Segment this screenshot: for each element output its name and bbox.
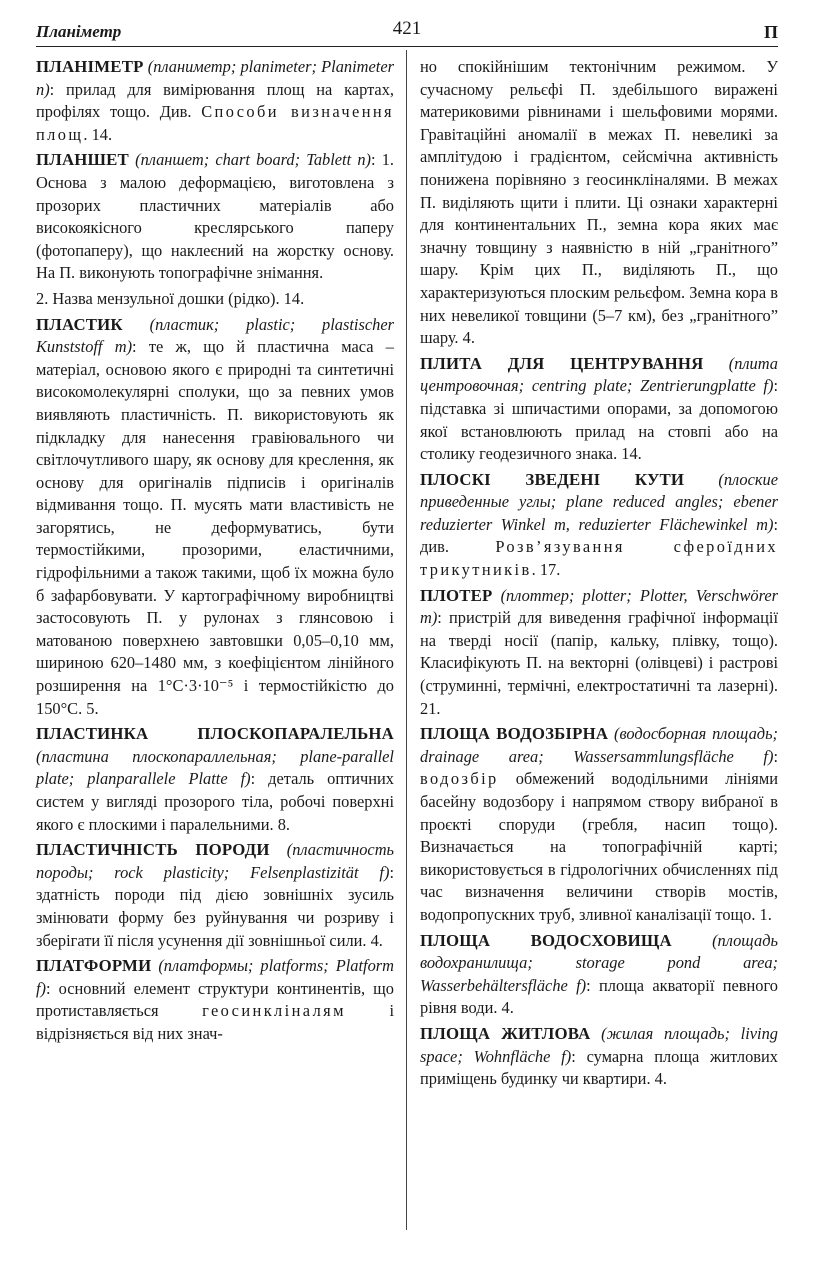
left-column [36, 56, 394, 1049]
entry-term: ПЛОТЕР [420, 585, 493, 605]
entry-equivalents: (площадь водохранилища; storage pond area; Wasserbehältersfläche f) [420, 930, 778, 995]
entry-term: ПЛАСТИК [36, 314, 123, 334]
entry-definition: : сумарна площа житлових приміщень будинку чи квартири. 4. [420, 1046, 778, 1089]
dictionary-entry [420, 353, 778, 466]
entry-equivalents: (платформы; platforms; Platform f) [36, 956, 394, 998]
header-rule [36, 46, 778, 47]
entry-definition: : підставка зі шпичастими опорами, за допомогою якої встановлюють прилад на стовпі або на столику геодезичного знака. 14. [420, 376, 778, 464]
entry-equivalents: (планшет; chart board; Tablett n) [135, 150, 371, 170]
page-header [36, 14, 778, 44]
entry-equivalents: (пластичность породы; rock plasticity; Felsenplastizität f) [36, 840, 394, 882]
dictionary-entry [420, 585, 778, 721]
entry-continuation [36, 288, 394, 311]
entry-definition-tail: . 17. [531, 560, 561, 580]
right-column [420, 56, 778, 1094]
dictionary-entry [420, 723, 778, 926]
entry-equivalents: (жилая площадь; living space; Wohnfläche f) [420, 1023, 778, 1066]
entry-term: ПЛАТФОРМИ [36, 956, 152, 976]
entry-equivalents: (плоттер; plotter; Plotter, Verschwörer m) [420, 585, 778, 628]
entry-term: ПЛАСТИНКА ПЛОСКОПАРАЛЕЛЬНА [36, 724, 394, 744]
entry-definition: : здатність породи під дією зовнішніх зусиль змінювати форму без руйнування чи розриву і зберігати її після усунення дії зовнішньої сили. 4. [36, 862, 394, 950]
entry-definition: : див. [420, 514, 778, 557]
entry-equivalents: (плоские приведенные углы; plane reduced angles; ebener reduzierter Winkel m, reduzierter Flächewinkel m) [420, 469, 778, 534]
entry-term: ПЛИТА ДЛЯ ЦЕНТРУВАННЯ [420, 353, 704, 373]
entry-term: ПЛАСТИЧНІСТЬ ПОРОДИ [36, 840, 270, 860]
entry-definition-tail: обмежений вододільними лініями басейну водозбору і напрямом створу вибраної в проєкті споруди (гребля, насип тощо). Визначається на топографічній карті; використовується в гідрологічних обчисленнях під час визначення величини створів мостів, водопропускних труб, зливної каналізації тощо. 1. [420, 769, 778, 924]
entry-term: ПЛОСКІ ЗВЕДЕНІ КУТИ [420, 469, 685, 489]
entry-definition: : 1. Основа з малою деформацією, виготовлена з прозорих пластичних матеріалів або високоякісного креслярського паперу (фотопаперу), що наклеєний на жорстку основу. На П. виконують топографічне знімання. [36, 150, 394, 283]
entry-equivalents: (пластина плоскопараллельная; plane-parallel plate; planparallele Platte f) [36, 746, 394, 789]
dictionary-entry [36, 723, 394, 836]
entry-definition: : прилад для вимірювання площ на картах, профілях тощо. Див. [36, 79, 394, 122]
dictionary-entry [36, 839, 394, 952]
section-letter: П [763, 22, 778, 42]
entry-cross-reference: водозбір [420, 769, 499, 789]
dictionary-entry [36, 314, 394, 721]
entry-definition: : деталь оптичних систем у вигляді прозорого тіла, робочі поверхні якого є плоскими і паралельними. 8. [36, 769, 395, 834]
entry-definition: 2. Назва мензульної дошки (рідко). 14. [36, 288, 305, 308]
page-number: 421 [392, 18, 422, 39]
entry-equivalents: (водосборная площадь; drainage area; Wassersammlungsfläche f) [420, 724, 778, 766]
dictionary-entry [36, 149, 394, 285]
dictionary-entry [36, 955, 394, 1045]
dictionary-entry [420, 469, 778, 582]
entry-term: ПЛОЩА ВОДОСХОВИЩА [420, 930, 672, 950]
entry-term: ПЛАНШЕТ [36, 150, 129, 170]
entry-definition: : [773, 746, 778, 766]
dictionary-entry [420, 1023, 778, 1091]
entry-term: ПЛАНІМЕТР [36, 57, 144, 76]
entry-definition: : площа акваторії певного рівня води. 4. [420, 975, 778, 1018]
entry-definition-tail: і відрізняється від них знач- [36, 1001, 394, 1043]
entry-definition-tail: . 14. [83, 124, 113, 144]
entry-cross-reference: геосинкліналям [202, 1001, 346, 1021]
entry-definition: : основний елемент структури континентів, що протиставляється [36, 978, 394, 1021]
entry-definition: : пристрій для виведення графічної інформації на тверді носії (папір, кальку, плівку, тощо). Класифікують П. на векторні (олівцеві) і растрові (струминні, термічні, електростатичні та лазерні). 21. [420, 608, 778, 718]
entry-continuation [420, 56, 778, 350]
entry-definition: : те ж, що й пластична маса – матеріал, основою якого є природні та синтетичні високомолекулярні сполуки, що за певних умов виявляють пластичність. П. використовують як підкладку для нанесення гравіювального чи світлочутливого шару, як основу для креслення, як основу для оригіналів підписів і оригіналів відмивання тощо. П. мусять мати властивість не загорятись, не деформуватись, бути термостійкими, прозорими, еластичними, гідрофільними а також такими, щоб їх можна було б зафарбовувати. У картографічному виробництві застосовують П. у рулонах з глянсовою і матованою поверхнею завтовшки 0,05–0,10 мм, шириною 620–1480 мм, з коефіцієнтом лінійного розширення на 1°С·3·10⁻⁵ і термостійкістю до 150°С. 5. [36, 337, 394, 718]
running-head: Планіметр [36, 22, 122, 41]
column-divider [406, 50, 407, 1230]
entry-cross-reference: Розв’язування сфероїдних трикутників [420, 537, 778, 580]
dictionary-entry [420, 930, 778, 1020]
dictionary-entry [36, 56, 394, 146]
entry-equivalents: (плита центровочная; centring plate; Zentrierungplatte f) [420, 353, 778, 396]
entry-term: ПЛОЩА ВОДОЗБІРНА [420, 724, 609, 744]
entry-equivalents: (планиметр; planimeter; Planimeter n) [36, 57, 394, 99]
entry-equivalents: (пластик; plastic; plastischer Kunststoff m) [36, 314, 394, 357]
entry-term: ПЛОЩА ЖИТЛОВА [420, 1023, 591, 1043]
entry-cross-reference: Способи визначення площ [36, 102, 394, 144]
entry-definition: но спокійнішим тектонічним режимом. У сучасному рельєфі П. здебільшого виражені материковими рівнинами і шельфовими морями. Гравітаційні аномалії в межах П. невеликі за амплітудою і градієнтом, сейсмічна активність понижена порівняно з геосинкліналями. В межах П. виділяють щити і плити. Ці ознаки характерні для континентальних П., земна кора яких має значну товщину з наявністю в ній „гранітного” шару. Крім цих П., виділяють П., що характеризуються плоским рельєфом. Земна кора в них невеликої товщини (5–7 км), без „гранітного” шару. 4. [420, 57, 778, 348]
